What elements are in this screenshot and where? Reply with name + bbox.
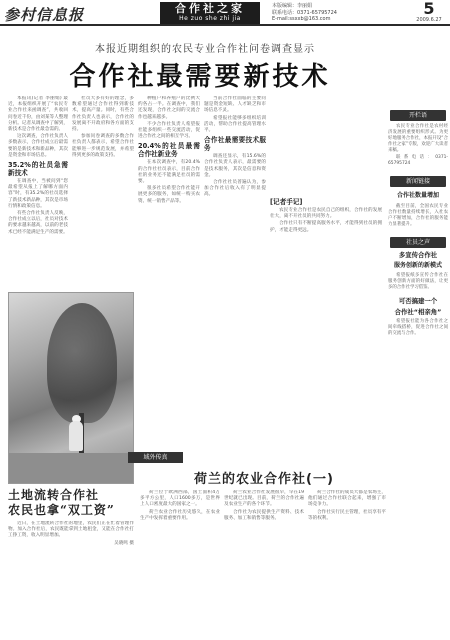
- sidebar: [388, 110, 448, 640]
- farmer-figure: [69, 421, 83, 451]
- sidebar-voice: [388, 251, 448, 337]
- paragraph: 有些合作社负责人反映，合作社成立以后，社员对技术的要求越来越高，以前的老技术已经不能满足生产的需要。: [8, 211, 68, 235]
- article-column-4: [204, 96, 266, 446]
- story2-title: 荷兰的农业合作社(一): [194, 472, 334, 487]
- ask-head-2: 合作社“相亲角”: [394, 308, 442, 316]
- tree-shape: [47, 303, 117, 423]
- masthead: [0, 0, 450, 26]
- paragraph: 合作社只有不断提高服务水平，才能得到社员的拥护，才能走得更远。: [270, 221, 382, 233]
- paragraph: 不少合作社负责人希望报社能多组织一些交流活动，促进合作社之间的相互学习。: [138, 121, 200, 140]
- paragraph: 希望报纸多宣传合作社在服务创新方面的好做法，让更多的合作社学习借鉴。: [388, 273, 448, 290]
- sidebar-news: [388, 190, 448, 228]
- caption-title-line2: 农民也拿“双工资”: [8, 503, 115, 517]
- page-number: 5: [423, 0, 435, 18]
- caption-body-wrap: [8, 521, 134, 591]
- issue-date: 2009.6.27: [416, 17, 442, 23]
- news-photo: [8, 292, 134, 484]
- caption-credit: 吴晓鸣 摄: [114, 540, 134, 546]
- field-ground: [9, 453, 134, 484]
- paragraph: 农民专业合作社是农村经济发展的重要组织形式。为更好地服务合作社，本报开设“合作社之家”专版，欢迎广大读者来稿。: [388, 124, 448, 153]
- article-column-2: [72, 96, 134, 286]
- paragraph: 荷兰农业合作社发展很早，早在19世纪就已出现。目前，荷兰的合作社遍及农业生产的各个环节。: [224, 490, 304, 508]
- email-line: E-mail:ssxxb@163.com: [272, 16, 331, 22]
- article-headline: 合作社最需要新技术: [69, 62, 331, 92]
- sidebar-label-news: 新闻链接: [390, 176, 446, 187]
- ask-head-1: 可否搞建一个: [398, 297, 438, 305]
- paragraph: 这次调查，合作社负责人多数表示，合作社成立后最需要的是新技术和新品种，其次是资金和市场信息。: [8, 134, 68, 158]
- section-title: 合作社之家: [175, 2, 245, 15]
- column-subhead: 35.2%的社员急需新技术: [8, 161, 68, 178]
- sidebar-intro: [388, 124, 448, 167]
- paragraph: 希望报社能为各合作社之间牵线搭桥，促进合作社之间的交流与合作。: [388, 319, 448, 336]
- photo-caption: [8, 488, 136, 591]
- story2-column-2: [224, 490, 304, 635]
- paragraph: 荷兰合作社的成员大都是农场主，他们通过合作社联合起来，增强了市场竞争力。: [308, 490, 386, 508]
- editor-line: 本版编辑：李丽娟: [272, 3, 313, 9]
- paragraph: 调查还显示，有15.6%的合作社负责人表示，最需要的是技术服务，其次是信息和资金。: [204, 154, 266, 178]
- paragraph: 合作社社员普遍认为，参加合作社后收入有了明显提高。: [204, 180, 266, 198]
- paragraph: 种植户和养殖户的比例大约各占一半。在调查中，我们还发现，合作社之间的交流合作也越来越多。: [138, 96, 200, 120]
- note-head: [记者手记]: [270, 198, 303, 206]
- paragraph: 农民专业合作社是农民自己的组织，合作社的发展壮大，离不开社员的共同努力。: [270, 208, 382, 220]
- article-column-3: [138, 96, 200, 446]
- story2-column-3: [308, 490, 386, 635]
- paragraph: 本报讯(记者 李丽娟) 最近，本报组织开展了“农民专业合作社来函调查”，共收回问卷近千份，由刘某等人整理分析。记者从调查中了解到，新技术是合作社最急需的。: [8, 96, 68, 133]
- column-subhead: 合作社最需要技术服务: [204, 136, 266, 153]
- paragraph: 联系电话：0371-65795724: [388, 155, 448, 166]
- reporter-note: [270, 196, 382, 446]
- paragraph: 截至目前，全国农民专业合作社数量持续增长，入社农户不断增加，合作社的服务能力显著提升。: [388, 204, 448, 227]
- news-head: 合作社数量增加: [396, 192, 439, 199]
- voice-head-2: 服务创新的新模式: [393, 262, 442, 269]
- column-subhead: 20.4%的社员最需合作社新业务: [138, 142, 200, 159]
- caption-body: 近日，在土地流转合作社的地里，农民们正在忙着管理作物。加入合作社后，农民既能拿到土地租金，又能在合作社打工挣工资，收入明显增加。: [8, 521, 134, 539]
- masthead-info: [272, 3, 337, 23]
- section-banner: [160, 2, 260, 24]
- section-pinyin: He zuo she zhi jia: [179, 15, 241, 22]
- sidebar-label-intro: 开栏语: [390, 110, 446, 121]
- phone-line: 联系电话：0371-65795724: [272, 9, 337, 16]
- paragraph: 参加问卷调查的多数合作社负责人都表示，希望合作社能够进一步规范发展，并希望得到更多的政策支持。: [72, 134, 134, 158]
- voice-head-1: 多宣传合作社: [398, 251, 438, 259]
- caption-title-line1: 土地流转合作社: [8, 488, 100, 502]
- article-column-1: [8, 96, 68, 286]
- page-number-box: [410, 1, 448, 23]
- paragraph: 在本次调查中，有20.4%的合作社社员表示，目前合作社的业务还不能满足社员的需要。: [138, 160, 200, 185]
- story2-column-1: [140, 490, 220, 635]
- paragraph: 很多社员希望合作社能开展更多的服务，如统一购买农资、统一销售产品等。: [138, 186, 200, 204]
- paragraph: 在调查中，当被问到“您最希望从报上了解哪方面内容”时，有35.2%的社员选择了新技术新品种，其次是市场行情和政策信息。: [8, 179, 68, 209]
- sidebar-label-voice: 社员之声: [390, 237, 446, 248]
- paragraph: 当前合作社面临的主要问题是资金短缺、人才缺乏和市场信息不灵。: [204, 96, 266, 114]
- newspaper-logo: 参村信息报: [4, 6, 85, 24]
- paragraph: 荷兰位于欧洲西部，国土面积4万多平方公里，人口1600多万，是世界上人口密度最大的国家之一。: [140, 490, 220, 508]
- section-label-foreign: 域外传真: [128, 452, 183, 463]
- paragraph: 合作社为农民提供生产资料、技术服务、加工和销售等服务。: [224, 509, 304, 521]
- paragraph: 社员大多有好的理念，多数希望通过合作社得到新技术，提高产量。同时，有些合作社负责人也表示，合作社的发展离不开政府和各方面的支持。: [72, 96, 134, 133]
- paragraph: 合作社实行民主管理，社员享有平等的权利。: [308, 509, 386, 521]
- paragraph: 荷兰农业合作社历史悠久，在农业生产中发挥着重要作用。: [140, 509, 220, 521]
- paragraph: 希望报社能够多组织培训活动，帮助合作社提高管理水平。: [204, 115, 266, 134]
- article-kicker: 本报近期组织的农民专业合作社问卷调查显示: [95, 44, 315, 55]
